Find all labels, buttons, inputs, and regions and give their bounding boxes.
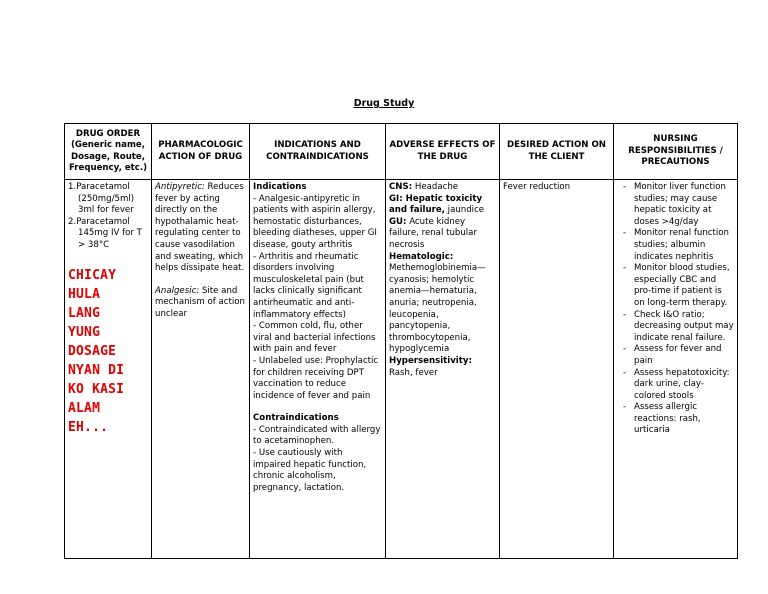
drug-line: 1.Paracetamol — [68, 182, 130, 192]
drug-line: 3ml for fever — [78, 205, 134, 216]
indication-item: - Arthritis and rheumatic disorders involving musculoskeletal pain (but lacks clinically significant antirheumatic and anti-inflammatory effects) — [253, 251, 364, 320]
gu-label: GU: — [389, 216, 407, 227]
hypersensitivity-text: Rash, fever — [389, 367, 438, 378]
gi-text: jaundice — [444, 205, 485, 216]
drug-line: 145mg IV for T — [78, 228, 142, 239]
adverse-gi — [389, 194, 496, 217]
header-nursing: NURSING RESPONSIBILITIES / PRECAUTIONS — [614, 124, 738, 180]
header-drug-order: DRUG ORDER (Generic name, Dosage, Route, Frequency, etc.) — [65, 124, 152, 180]
pharmacologic-cell — [152, 180, 250, 559]
header-desired-action: DESIRED ACTION ON THE CLIENT — [500, 124, 614, 180]
indication-item: - Analgesic-antipyretic in patients with aspirin allergy, hemostatic disturbances, bleeding diatheses, upper GI disease, gouty arthritis — [253, 193, 377, 250]
note-line: LANG — [68, 305, 101, 321]
drug-line: 2.Paracetamol — [68, 216, 130, 227]
antipyretic-block — [155, 182, 246, 275]
header-row — [65, 124, 738, 180]
hypersensitivity-label: Hypersensitivity: — [389, 355, 472, 366]
handwritten-note — [68, 266, 148, 437]
hematologic-label: Hematologic: — [389, 251, 454, 262]
adverse-effects-cell — [386, 180, 500, 559]
drug-order-cell — [65, 180, 152, 559]
note-line: YUNG — [68, 324, 101, 340]
contraindication-item: - Use cautiously with impaired hepatic function, chronic alcoholism, pregnancy, lactation. — [253, 448, 367, 493]
analgesic-text: Site and mechanism of action unclear — [155, 285, 245, 319]
adverse-gu — [389, 217, 496, 252]
page-title: Drug Study — [353, 98, 415, 109]
header-pharmacologic: PHARMACOLOGIC ACTION OF DRUG — [152, 124, 250, 180]
indications-cell — [250, 180, 386, 559]
analgesic-label: Analgesic: — [155, 285, 200, 296]
desired-action-cell — [500, 180, 614, 559]
list-item: - Monitor blood studies, especially CBC and pro-time if patient is on long-term therapy. — [634, 263, 734, 309]
cns-text: Headache — [412, 182, 459, 192]
note-line: NYAN DI — [68, 362, 125, 378]
adverse-cns — [389, 182, 496, 194]
header-adverse-effects: ADVERSE EFFECTS OF THE DRUG — [386, 124, 500, 180]
list-item: - Assess hepatotoxicity: dark urine, clay-colored stools — [634, 368, 734, 403]
note-line: HULA — [68, 286, 101, 302]
note-line: DOSAGE — [68, 343, 117, 359]
note-line: KO KASI — [68, 381, 125, 397]
nursing-list — [617, 182, 734, 437]
contraindications-heading: Contraindications — [253, 413, 339, 424]
list-item: - Assess allergic reactions: rash, urticaria — [634, 402, 734, 437]
hematologic-text: Methemoglobinemia—cyanosis; hemolytic anemia—hematuria, anuria; neutropenia, leucopenia, pancytopenia, thrombocytopenia, hypoglycemia — [389, 263, 486, 355]
indications-heading: Indications — [253, 182, 307, 192]
list-item: - Monitor renal function studies; albumin indicates nephritis — [634, 228, 734, 263]
contraindication-item: - Contraindicated with allergy to acetaminophen. — [253, 424, 381, 447]
list-item: - Assess for fever and pain — [634, 344, 734, 367]
indication-item: - Unlabeled use: Prophylactic for children receiving DPT vaccination to reduce incidence of fever and pain — [253, 355, 379, 401]
table-row — [65, 180, 738, 559]
analgesic-block — [155, 286, 246, 321]
list-item: - Check I&O ratio; decreasing output may indicate renal failure. — [634, 310, 734, 345]
note-line: ALAM EH... — [68, 400, 109, 435]
drug-line: (250mg/5ml) — [78, 193, 135, 204]
drug-line: > 38°C — [78, 239, 110, 250]
list-item: - Monitor liver function studies; may cause hepatic toxicity at doses >4g/day — [634, 182, 734, 228]
drug-study-table — [64, 123, 738, 559]
header-indications: INDICATIONS AND CONTRAINDICATIONS — [250, 124, 386, 180]
gu-text: Acute kidney failure, renal tubular necrosis — [389, 216, 477, 250]
antipyretic-text: Reduces fever by acting directly on the hypothalamic heat-regulating center to cause vasodilation and sweating, which helps dissipate heat. — [155, 182, 245, 274]
gi-label: GI: Hepatic toxicity and failure, — [389, 193, 483, 216]
indication-item: - Common cold, flu, other viral and bacterial infections with pain and fever — [253, 321, 376, 355]
nursing-cell — [614, 180, 738, 559]
cns-label: CNS: — [389, 182, 413, 192]
antipyretic-label: Antipyretic: — [155, 182, 205, 192]
desired-action-text: Fever reduction — [503, 182, 571, 192]
note-line: CHICAY — [68, 267, 117, 283]
